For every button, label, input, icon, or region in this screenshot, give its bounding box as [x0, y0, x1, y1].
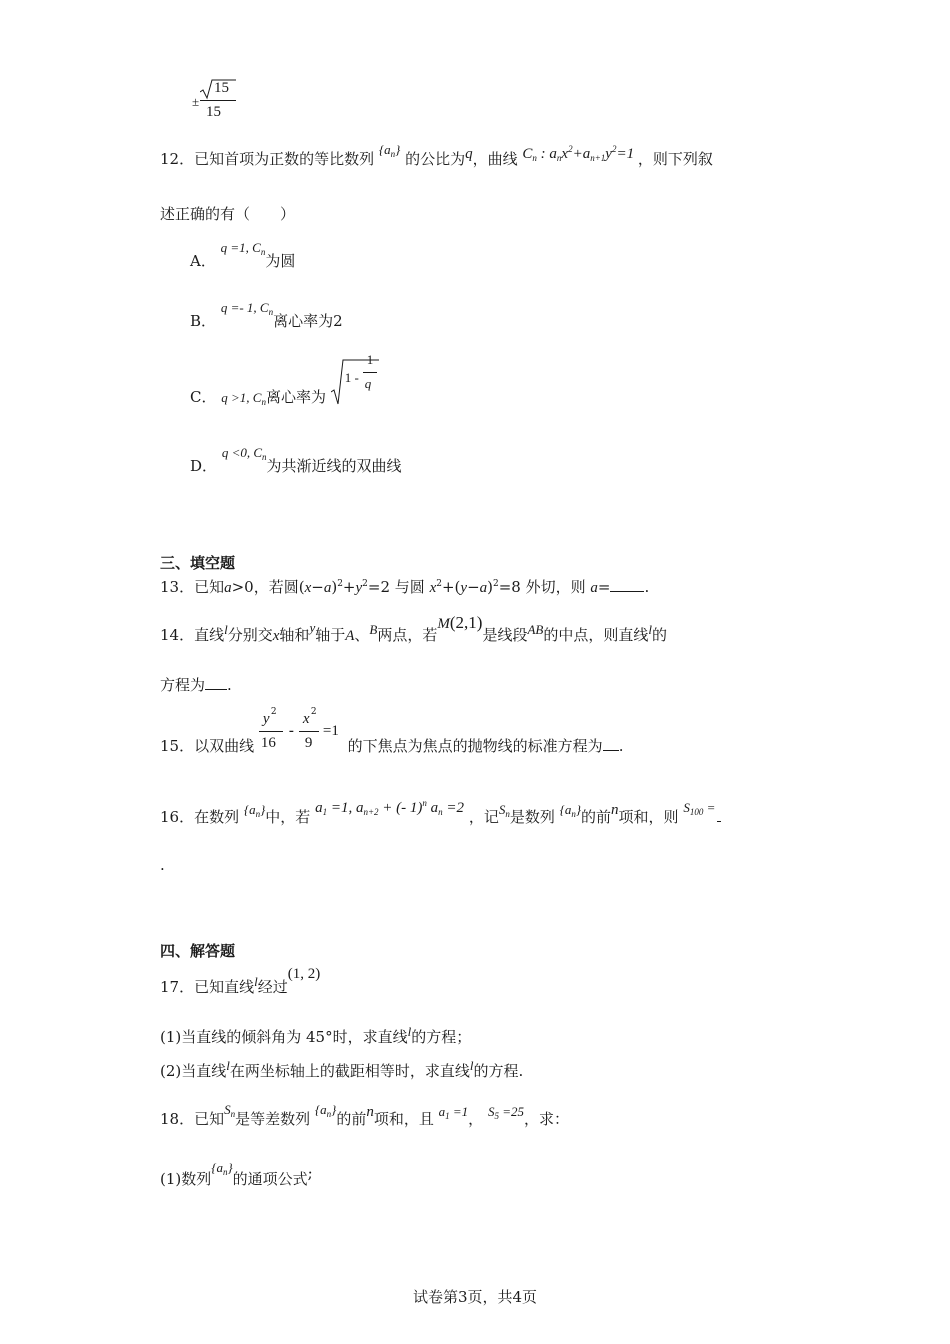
section-4-title: 四、解答题 — [160, 942, 236, 960]
question-14-line2: 方程为 . — [160, 676, 232, 694]
answer-blank — [717, 821, 721, 822]
option-b: B． q =- 1, $C_n$离心率为2 — [190, 300, 343, 330]
page-footer: 试卷第3页，共4页 — [412, 1288, 538, 1306]
question-17-part1: (1)当直线的倾斜角为 45°时，求直线l的方程； — [160, 1024, 472, 1046]
question-12-line1: 12．已知首项为正数的等比数列 $\{a_n\}$ 的公比为q，曲线 $C_n$ : $a_nx^2+a_{n+1}y^2=1$ ，则下列叙 — [160, 142, 713, 168]
answer-blank — [610, 591, 644, 592]
question-18: 18．已知$S_n$是等差数列 $\{a_n\}$的前n项和，且 $a_1 =1$， $S_5 =25$，求： — [160, 1102, 569, 1128]
question-16-line1: 16．在数列 $\{a_n\}$中，若 $a_1 =1$, $a_{n+2}$ + (- 1)$^n$ $a_n =2$ ，记$S_n$是数列 $\{a_n\}$的前n项和，则 $S_{100}$ = — [160, 806, 721, 827]
section-3-title: 三、填空题 — [160, 554, 236, 572]
question-18-part1: (1)数列$\{a_n\}$的通项公式; — [160, 1160, 313, 1188]
sqrt-expression: 1 - 1 q — [331, 382, 379, 402]
option-c: C． q >1, $C_n$离心率为 1 - 1 q — [190, 382, 379, 407]
option-a: A． q =1, $C_n$为圆 — [190, 240, 296, 270]
answer-blank — [603, 750, 619, 751]
sequence-an: $\{a_n\}$ — [378, 142, 401, 159]
hyperbola-equation: y 2 16 - x 2 9 =1 — [260, 707, 339, 751]
recurrence-condition: $a_1 =1$, $a_{n+2}$ + (- 1)$^n$ $a_n =2$ — [315, 798, 465, 817]
curve-equation: $C_n$ : $a_nx^2+a_{n+1}y^2=1$ — [522, 144, 635, 163]
answer-blank — [205, 689, 227, 690]
question-17-part2: (2)当直线l在两坐标轴上的截距相等时，求直线l的方程. — [160, 1058, 524, 1080]
question-14-line1: 14．直线l分别交x轴和y轴于A、B两点，若M(2,1)是线段AB的中点，则直线l的 — [160, 613, 668, 644]
question-15: 15．以双曲线 y 2 16 - x 2 9 =1 的下焦点为焦点的抛物线的标准方程为 . — [160, 707, 624, 755]
question-17: 17．已知直线l经过(1, 2) — [160, 966, 321, 996]
option-d: D． q <0, $C_n$为共渐近线的双曲线 — [190, 445, 402, 475]
question-12-line2: 述正确的有（ ） — [160, 205, 296, 223]
question-13: 13．已知a>0，若圆$(x-a)^2+y^2=2$ 与圆 $x^2+(y-a)^2=8$ 外切，则 a= . — [160, 578, 650, 596]
question-16-line2: . — [160, 856, 165, 874]
